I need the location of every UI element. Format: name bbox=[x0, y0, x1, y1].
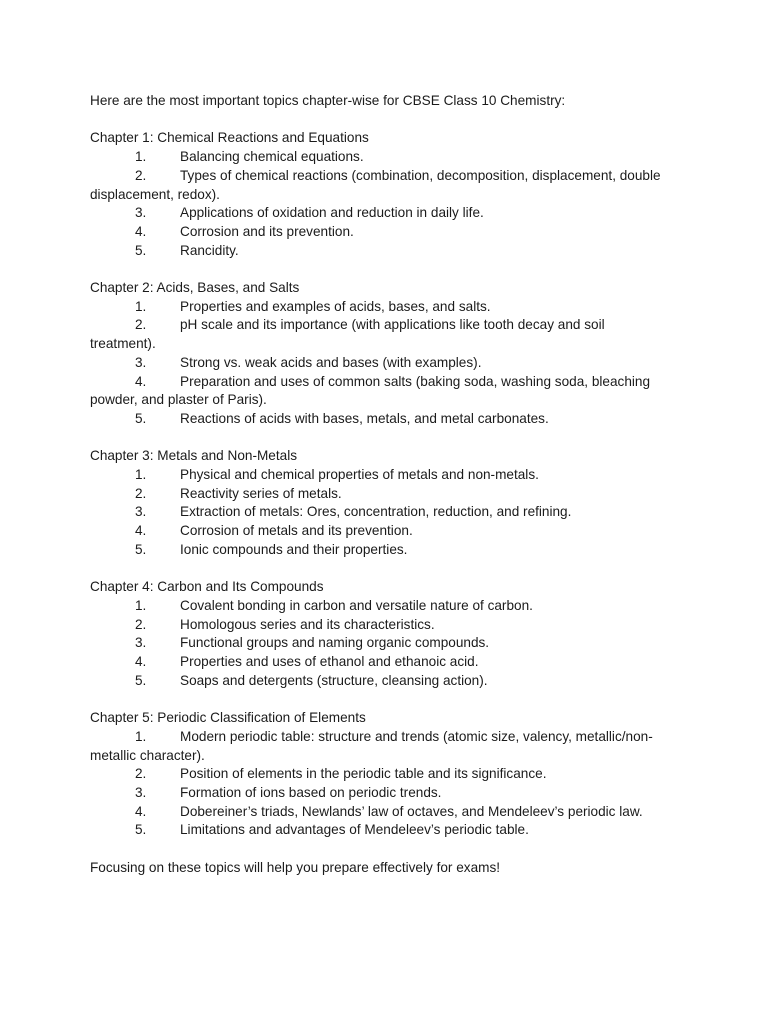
chapter-section bbox=[90, 709, 680, 859]
list-item-text: pH scale and its importance (with applications like tooth decay and soil bbox=[180, 317, 605, 333]
list-item-continuation: powder, and plaster of Paris). bbox=[90, 392, 267, 408]
list-item-text: Physical and chemical properties of metals and non-metals. bbox=[180, 467, 539, 483]
list-item-text: Properties and uses of ethanol and ethanoic acid. bbox=[180, 654, 479, 670]
list-item-number: 2. bbox=[135, 167, 147, 183]
list-item-continuation: displacement, redox). bbox=[90, 186, 220, 202]
list-item-text: Applications of oxidation and reduction in daily life. bbox=[180, 205, 484, 221]
outro-paragraph: Focusing on these topics will help you prepare effectively for exams! bbox=[90, 859, 501, 875]
spacer bbox=[90, 260, 680, 279]
list-item bbox=[90, 167, 680, 186]
list-item-number: 5. bbox=[135, 672, 147, 688]
list-item bbox=[90, 672, 680, 691]
list-item-number: 3. bbox=[135, 784, 147, 800]
list-item-text: Position of elements in the periodic table and its significance. bbox=[180, 766, 547, 782]
document-body bbox=[90, 92, 680, 877]
list-item-text: Reactivity series of metals. bbox=[180, 485, 342, 501]
list-item-text: Soaps and detergents (structure, cleansing action). bbox=[180, 672, 488, 688]
list-item-number: 3. bbox=[135, 635, 147, 651]
list-item bbox=[90, 616, 680, 635]
list-item-text: Extraction of metals: Ores, concentration, reduction, and refining. bbox=[180, 504, 572, 520]
list-item bbox=[90, 653, 680, 672]
list-item-text: Preparation and uses of common salts (baking soda, washing soda, bleaching bbox=[180, 373, 651, 389]
list-item bbox=[90, 728, 680, 747]
chapter-heading: Chapter 3: Metals and Non-Metals bbox=[90, 448, 298, 464]
list-item bbox=[90, 242, 680, 261]
chapter-heading: Chapter 2: Acids, Bases, and Salts bbox=[90, 280, 300, 295]
list-item bbox=[90, 148, 680, 167]
list-item-number: 5. bbox=[135, 541, 147, 557]
list-item bbox=[90, 410, 680, 429]
list-item-text: Rancidity. bbox=[180, 242, 239, 258]
list-item bbox=[90, 784, 680, 803]
list-item-number: 3. bbox=[135, 205, 147, 221]
list-item-continuation: treatment). bbox=[90, 336, 156, 352]
list-item bbox=[90, 373, 680, 392]
list-item-text: Limitations and advantages of Mendeleev’s periodic table. bbox=[180, 822, 529, 838]
list-item-number: 1. bbox=[135, 728, 147, 744]
list-item bbox=[90, 503, 680, 522]
list-item-number: 4. bbox=[135, 803, 147, 819]
list-item-text: Strong vs. weak acids and bases (with examples). bbox=[180, 354, 482, 370]
list-item-number: 2. bbox=[135, 485, 147, 501]
list-item-number: 5. bbox=[135, 242, 147, 258]
chapter-heading: Chapter 5: Periodic Classification of Elements bbox=[90, 710, 366, 726]
list-item bbox=[90, 485, 680, 504]
list-item bbox=[90, 298, 680, 317]
list-item-number: 3. bbox=[135, 354, 147, 370]
spacer bbox=[90, 429, 680, 448]
list-item bbox=[90, 223, 680, 242]
list-item-text: Ionic compounds and their properties. bbox=[180, 541, 408, 557]
chapter-heading: Chapter 4: Carbon and Its Compounds bbox=[90, 579, 324, 595]
list-item-number: 1. bbox=[135, 298, 147, 314]
chapter-section bbox=[90, 578, 680, 709]
list-item-number: 2. bbox=[135, 766, 147, 782]
list-item bbox=[90, 765, 680, 784]
list-item-text: Corrosion and its prevention. bbox=[180, 223, 354, 239]
list-item bbox=[90, 354, 680, 373]
list-item-number: 5. bbox=[135, 822, 147, 838]
chapter-section bbox=[90, 279, 680, 447]
list-item-text: Covalent bonding in carbon and versatile nature of carbon. bbox=[180, 597, 533, 613]
spacer bbox=[90, 840, 680, 859]
list-item bbox=[90, 316, 680, 335]
list-item bbox=[90, 803, 680, 822]
chapter-section bbox=[90, 447, 680, 578]
list-item-number: 1. bbox=[135, 149, 147, 165]
chapter-section bbox=[90, 129, 680, 279]
list-item-text: Formation of ions based on periodic trends. bbox=[180, 784, 442, 800]
list-item-number: 3. bbox=[135, 504, 147, 520]
list-item-number: 5. bbox=[135, 410, 147, 426]
list-item-text: Dobereiner’s triads, Newlands’ law of octaves, and Mendeleev’s periodic law. bbox=[180, 803, 643, 819]
list-item bbox=[90, 821, 680, 840]
list-item-text: Properties and examples of acids, bases, and salts. bbox=[180, 298, 491, 314]
list-item bbox=[90, 541, 680, 560]
chapter-list bbox=[90, 129, 680, 858]
list-item-number: 4. bbox=[135, 523, 147, 539]
list-item-number: 2. bbox=[135, 616, 147, 632]
list-item-text: Modern periodic table: structure and trends (atomic size, valency, metallic/non- bbox=[180, 728, 653, 744]
list-item-text: Corrosion of metals and its prevention. bbox=[180, 523, 413, 539]
list-item-text: Functional groups and naming organic compounds. bbox=[180, 635, 490, 651]
list-item bbox=[90, 466, 680, 485]
list-item-text: Balancing chemical equations. bbox=[180, 149, 364, 165]
spacer bbox=[90, 560, 680, 579]
list-item bbox=[90, 597, 680, 616]
intro-paragraph: Here are the most important topics chapter-wise for CBSE Class 10 Chemistry: bbox=[90, 93, 566, 108]
list-item-continuation: metallic character). bbox=[90, 747, 205, 763]
list-item-number: 2. bbox=[135, 317, 147, 333]
list-item-number: 4. bbox=[135, 223, 147, 239]
list-item-number: 4. bbox=[135, 373, 147, 389]
list-item bbox=[90, 204, 680, 223]
list-item-text: Types of chemical reactions (combination, decomposition, displacement, double bbox=[180, 167, 661, 183]
list-item-text: Reactions of acids with bases, metals, and metal carbonates. bbox=[180, 410, 549, 426]
list-item bbox=[90, 634, 680, 653]
spacer bbox=[90, 111, 680, 130]
list-item-number: 1. bbox=[135, 467, 147, 483]
list-item-number: 4. bbox=[135, 654, 147, 670]
list-item bbox=[90, 522, 680, 541]
spacer bbox=[90, 690, 680, 709]
list-item-number: 1. bbox=[135, 597, 147, 613]
chapter-heading: Chapter 1: Chemical Reactions and Equations bbox=[90, 130, 369, 146]
list-item-text: Homologous series and its characteristics. bbox=[180, 616, 435, 632]
